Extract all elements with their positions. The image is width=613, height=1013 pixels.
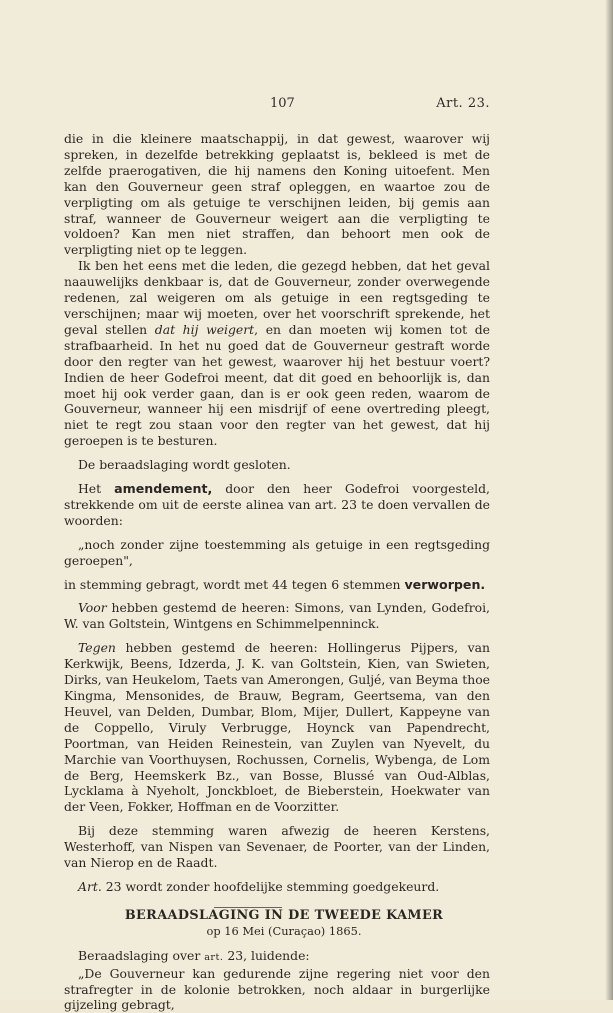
- italic-text: Voor: [78, 600, 107, 616]
- italic-text: Tegen: [78, 640, 116, 656]
- section-subtitle: op 16 Mei (Curaçao) 1865.: [206, 923, 362, 938]
- paragraph: De beraadslaging wordt gesloten.: [78, 457, 291, 473]
- quoted-article: „De Gouverneur kan gedurende zijne regering niet voor den strafregter in de kolonie betrokken, noch aldaar in burgerlijke gijzeling gebragt,: [64, 965, 490, 1013]
- section-title: BERAADSLAGING IN DE TWEEDE KAMER: [124, 907, 444, 923]
- body-text: [64, 131, 490, 1013]
- small-caps-text: art.: [204, 951, 224, 963]
- text-run: hebben gestemd de heeren: Simons, van Lynden, Godefroi, W. van Goltstein, Wintgens en Schimmelpenninck.: [64, 600, 490, 632]
- paragraph: Bij deze stemming waren afwezig de heeren Kerstens, Westerhoff, van Nispen van Sevenaer, de Poorter, van der Linden, van Nierop en de Raadt.: [64, 823, 490, 871]
- paragraph: [64, 948, 490, 966]
- page-number: 107: [270, 96, 295, 111]
- paragraph: die in die kleinere maatschappij, in dat gewest, waarover wij spreken, in dezelfde betrekking geplaatst is, bekleed is met de zelfde praerogativen, die hij namens den Koning uitoefent. Men kan den Gouverneur geen straf opleggen, en waartoe zou de verpligting om als getuige te verschijnen leiden, bij gemis aan straf, wanneer de Gouverneur weigert aan die verpligting te voldoen? Kan men niet straffen, dan behoort men ook de verpligting niet op te leggen.: [64, 131, 490, 258]
- italic-text: dat hij weigert: [154, 321, 255, 337]
- amendement-keyword: amendement,: [114, 481, 213, 497]
- paragraph: [64, 258, 490, 449]
- text-run: in stemming gebragt, wordt met 44 tegen 6 stemmen: [64, 576, 405, 592]
- quoted-words: „noch zonder zijne toestemming als getuige in een regtsgeding geroepen",: [64, 536, 490, 568]
- paragraph: [64, 481, 490, 529]
- text-run: 23, luidende:: [223, 947, 310, 963]
- verworpen-keyword: verworpen.: [404, 576, 486, 592]
- paragraph: [64, 577, 490, 593]
- article-label: Art. 23.: [436, 96, 490, 111]
- paragraph: [64, 600, 490, 632]
- paragraph: [64, 879, 490, 895]
- text-run: Het: [78, 481, 115, 497]
- italic-text: Art.: [78, 878, 102, 894]
- text-run: Beraadslaging over: [78, 947, 205, 963]
- page-edge: [605, 0, 613, 1000]
- page-header: [64, 96, 490, 114]
- text-run: door den heer Godefroi voorgesteld, strekkende om uit de eerste alinea van art. 23 te doen vervallen de woorden:: [64, 481, 490, 528]
- text-run: 23 wordt zonder hoofdelijke stemming goedgekeurd.: [101, 878, 440, 894]
- text-run: , en dan moeten wij komen tot de strafbaarheid. In het nu goed dat de Gouverneur gestraft worde door den regter van het gewest, waarover hij het bestuur voert? Indien de heer Godefroi meent, dat dit goed en behoorlijk is, dan moet hij ook verder gaan, dan is er ook geen reden, waarom de Gouverneur, wanneer hij een misdrijf of eene overtreding pleegt, niet te regt zou staan voor den regter van het gewest, dat hij geroepen is te besturen.: [64, 321, 490, 449]
- text-run: hebben gestemd de heeren: Hollingerus Pijpers, van Kerkwijk, Beens, Idzerda, J. K. van Goltstein, Kien, van Swieten, Dirks, van Heukelom, Taets van Amerongen, Guljé, van Beyma thoe Kingma, Mensonides, de Brauw, Begram, Geertsema, van den Heuvel, van Delden, Dumbar, Blom, Mijer, Dullert, Kappeyne van de Coppello, Viruly Verbrugge, Hoynck van Papendrecht, Poortman, van Heiden Reinestein, van Zuylen van Nyevelt, du Marchie van Voorthuysen, Rochussen, Cornelis, Wybenga, de Lom de Berg, Heemskerk Bz., van Bosse, Blussé van Oud-Alblas, Lycklama à Nyeholt, Jonckbloet, de Bieberstein, Hoekwater van der Veen, Fokker, Hoffman en de Voorzitter.: [64, 640, 490, 815]
- text-run: Ik ben het eens met die leden, die gezegd hebben, dat het geval naauwelijks denkbaar is, dat de Gouverneur, zonder overwegende redenen, zal weigeren om als getuige in een regtsgeding te verschijnen; maar wij moeten, over het voorschrift sprekende, het geval stellen: [64, 258, 490, 337]
- paragraph: [64, 640, 490, 815]
